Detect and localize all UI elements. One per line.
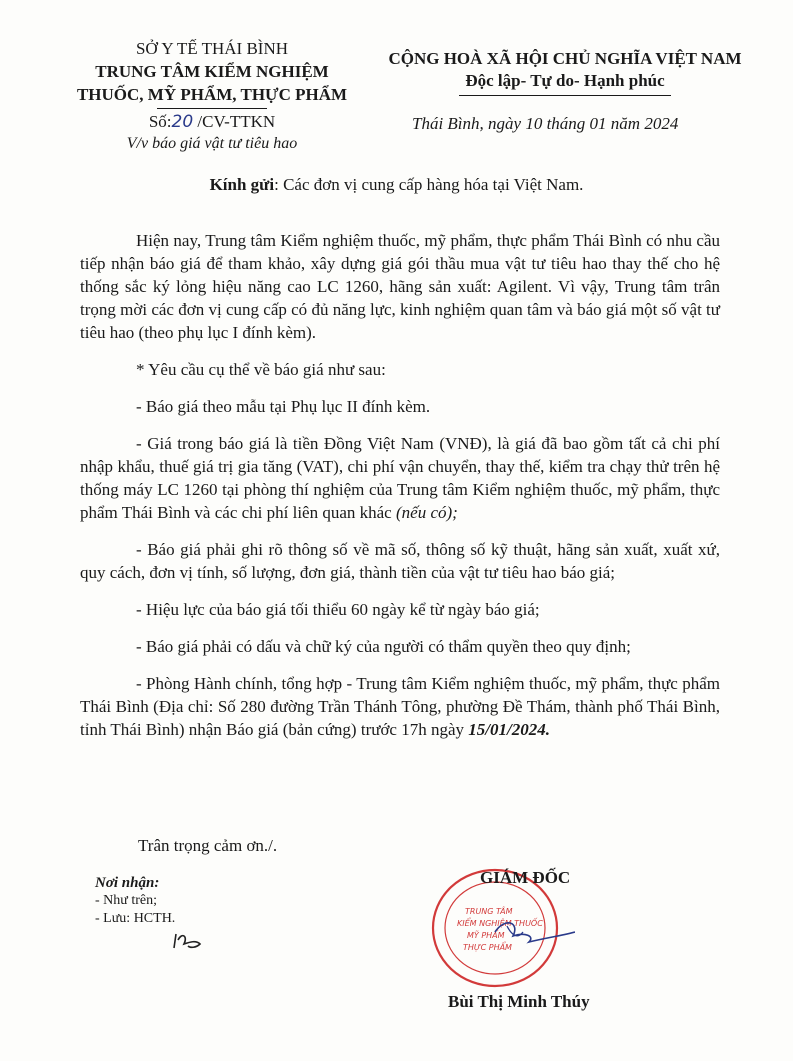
document-number-suffix: /CV-TTKN [193,112,276,131]
recipients-title: Nơi nhận: [95,875,160,891]
handwritten-initials [170,926,210,956]
organization-name-line1: TRUNG TÂM KIỂM NGHIỆM [95,62,329,81]
requirement-item-6-text: - Phòng Hành chính, tổng hợp - Trung tâm Kiểm nghiệm thuốc, mỹ phẩm, thực phẩm Thái Bình (Địa chỉ: Số 280 đường Trần Thánh Tông, phường Đề Thám, thành phố Thái Bình, tỉnh Thái Bình) nhận Báo giá (bản cứng) trước 17h ngày [80,674,720,739]
requirement-item-2 [80,432,720,524]
svg-text:THỰC PHẨM: THỰC PHẨM [463,943,512,952]
closing-line: Trân trọng cảm ơn./. [138,836,278,855]
requirement-item-4: - Hiệu lực của báo giá tối thiểu 60 ngày kể từ ngày báo giá; [136,600,540,619]
recipient-line [0,175,793,195]
requirement-item-3: - Báo giá phải ghi rõ thông số về mã số, thông số kỹ thuật, hãng sản xuất, xuất xứ, quy cách, đơn vị tính, số lượng, đơn giá, thành tiền của vật tư tiêu hao báo giá; [80,540,720,582]
signer-name: Bùi Thị Minh Thúy [448,992,590,1011]
national-motto: Độc lập- Tự do- Hạnh phúc [465,71,665,90]
requirements-title: * Yêu cầu cụ thể về báo giá như sau: [136,360,386,379]
motto-underline [459,95,671,96]
recipients-line-2: - Lưu: HCTH. [95,911,176,926]
department-name: SỞ Y TẾ THÁI BÌNH [135,39,289,58]
national-header [370,48,760,96]
document-number-handwritten: 20 [171,112,194,132]
document-number [62,111,362,133]
recipients-line-1: - Như trên; [95,893,158,908]
document-number-prefix: Số: [148,112,172,131]
svg-text:KIỂM NGHIỆM THUỐC: KIỂM NGHIỆM THUỐC [457,919,543,928]
organization-name-line2: THUỐC, MỸ PHẨM, THỰC PHẨM [76,85,348,104]
requirement-item-1: - Báo giá theo mẫu tại Phụ lục II đính kèm. [136,397,431,416]
document-date: Thái Bình, ngày 10 tháng 01 năm 2024 [412,114,679,133]
requirement-item-6 [80,672,720,741]
header-divider [157,108,267,109]
letter-body [80,229,720,741]
requirement-item-2-text: - Giá trong báo giá là tiền Đồng Việt Nam (VNĐ), là giá đã bao gồm tất cả chi phí nhập khẩu, thuế giá trị gia tăng (VAT), chi phí vận chuyển, thay thế, kiểm tra chạy thử trên hệ thống máy LC 1260 tại phòng thí nghiệm của Trung tâm Kiểm nghiệm thuốc, mỹ phẩm, thực phẩm Thái Bình và các chi phí liên quan khác [80,434,720,522]
svg-text:TRUNG TÂM: TRUNG TÂM [465,907,513,916]
requirement-item-2-note: (nếu có); [395,503,458,522]
recipient-text: : Các đơn vị cung cấp hàng hóa tại Việt Nam. [274,175,584,194]
recipient-label: Kính gửi [209,175,275,194]
intro-paragraph: Hiện nay, Trung tâm Kiểm nghiệm thuốc, mỹ phẩm, thực phẩm Thái Bình có nhu cầu tiếp nhận báo giá để tham khảo, xây dựng giá gói thầu mua vật tư tiêu hao thay thế cho hệ thống sắc ký lỏng hiệu năng cao LC 1260, hãng sản xuất: Agilent. Vì vậy, Trung tâm trân trọng mời các đơn vị cung cấp có đủ năng lực, kinh nghiệm quan tâm và báo giá một số vật tư tiêu hao (theo phụ lục I đính kèm). [80,231,720,342]
requirement-item-5: - Báo giá phải có dấu và chữ ký của người có thẩm quyền theo quy định; [136,637,631,656]
recipients-block [95,874,175,928]
svg-text:MỸ PHẨM: MỸ PHẨM [467,931,505,940]
document-subject: V/v báo giá vật tư tiêu hao [126,135,298,152]
country-name: CỘNG HOÀ XÃ HỘI CHỦ NGHĨA VIỆT NAM [388,49,742,68]
issuer-block [62,38,362,155]
signer-title: GIÁM ĐỐC [480,868,571,887]
deadline-date: 15/01/2024. [468,720,550,739]
